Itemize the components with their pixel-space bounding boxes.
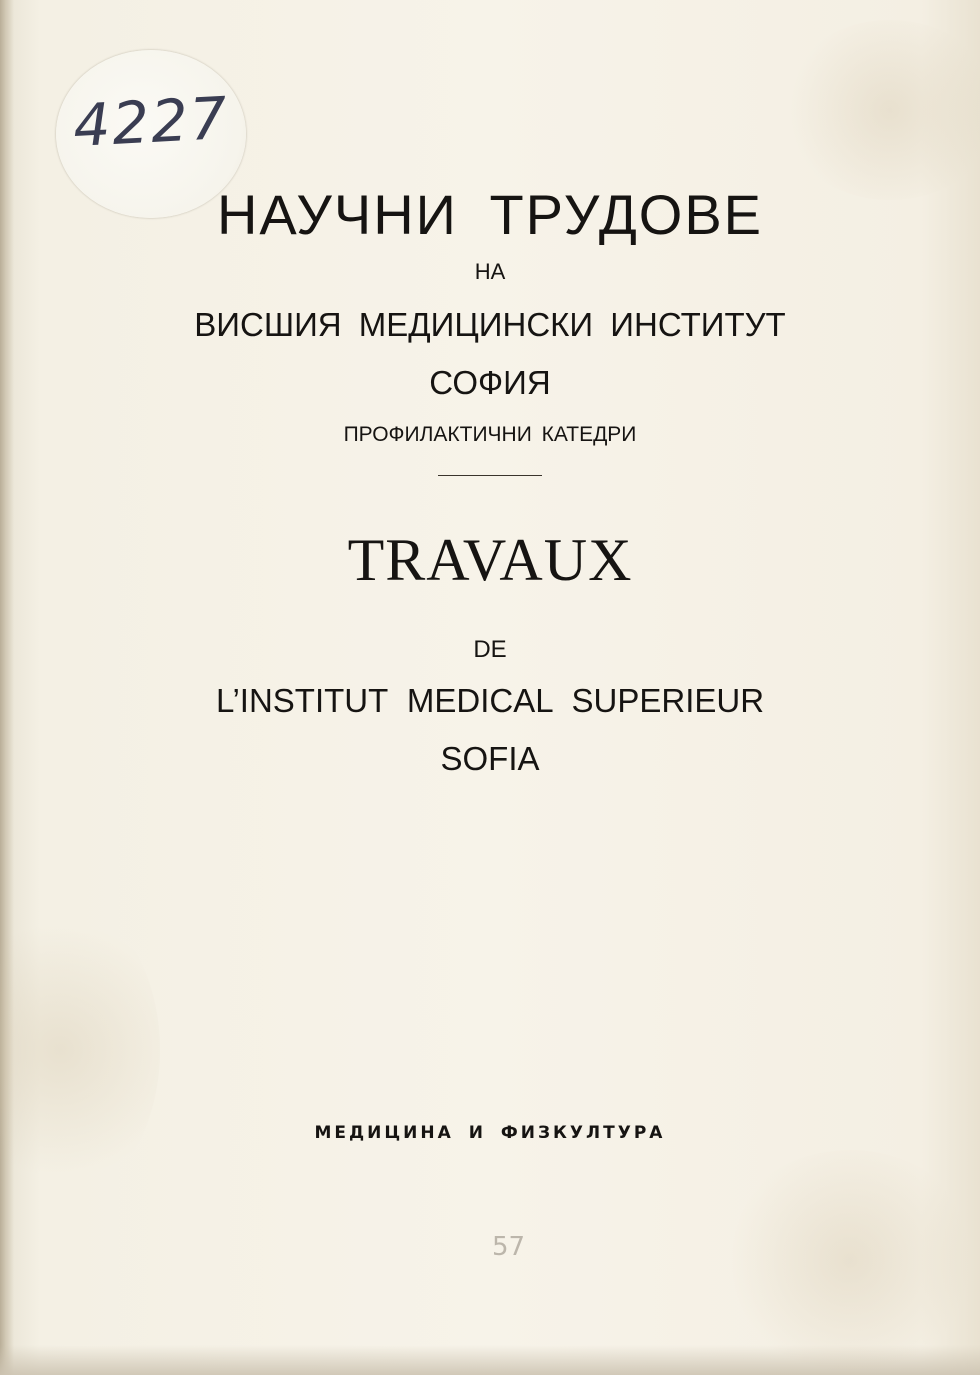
preposition-bulgarian: НА bbox=[474, 259, 506, 284]
pencil-mark: 57 bbox=[492, 1232, 526, 1262]
city-french: SOFIA bbox=[440, 740, 540, 777]
departments-bulgarian: ПРОФИЛАКТИЧНИ КАТЕДРИ bbox=[343, 423, 637, 446]
age-stain bbox=[780, 20, 980, 200]
publisher-name: МЕДИЦИНА И ФИЗКУЛТУРА bbox=[314, 1123, 666, 1143]
institute-name-bulgarian: ВИСШИЯ МЕДИЦИНСКИ ИНСТИТУТ bbox=[194, 306, 786, 343]
section-divider bbox=[438, 475, 542, 476]
age-stain bbox=[720, 1150, 980, 1370]
preposition-french: DE bbox=[473, 636, 507, 663]
inventory-number: 4227 bbox=[71, 83, 231, 161]
title-french: TRAVAUX bbox=[347, 527, 633, 593]
title-bulgarian: НАУЧНИ ТРУДОВЕ bbox=[216, 183, 764, 246]
city-bulgarian: СОФИЯ bbox=[429, 364, 551, 401]
age-stain bbox=[0, 900, 160, 1200]
institute-name-french: L’INSTITUT MEDICAL SUPERIEUR bbox=[215, 682, 765, 719]
